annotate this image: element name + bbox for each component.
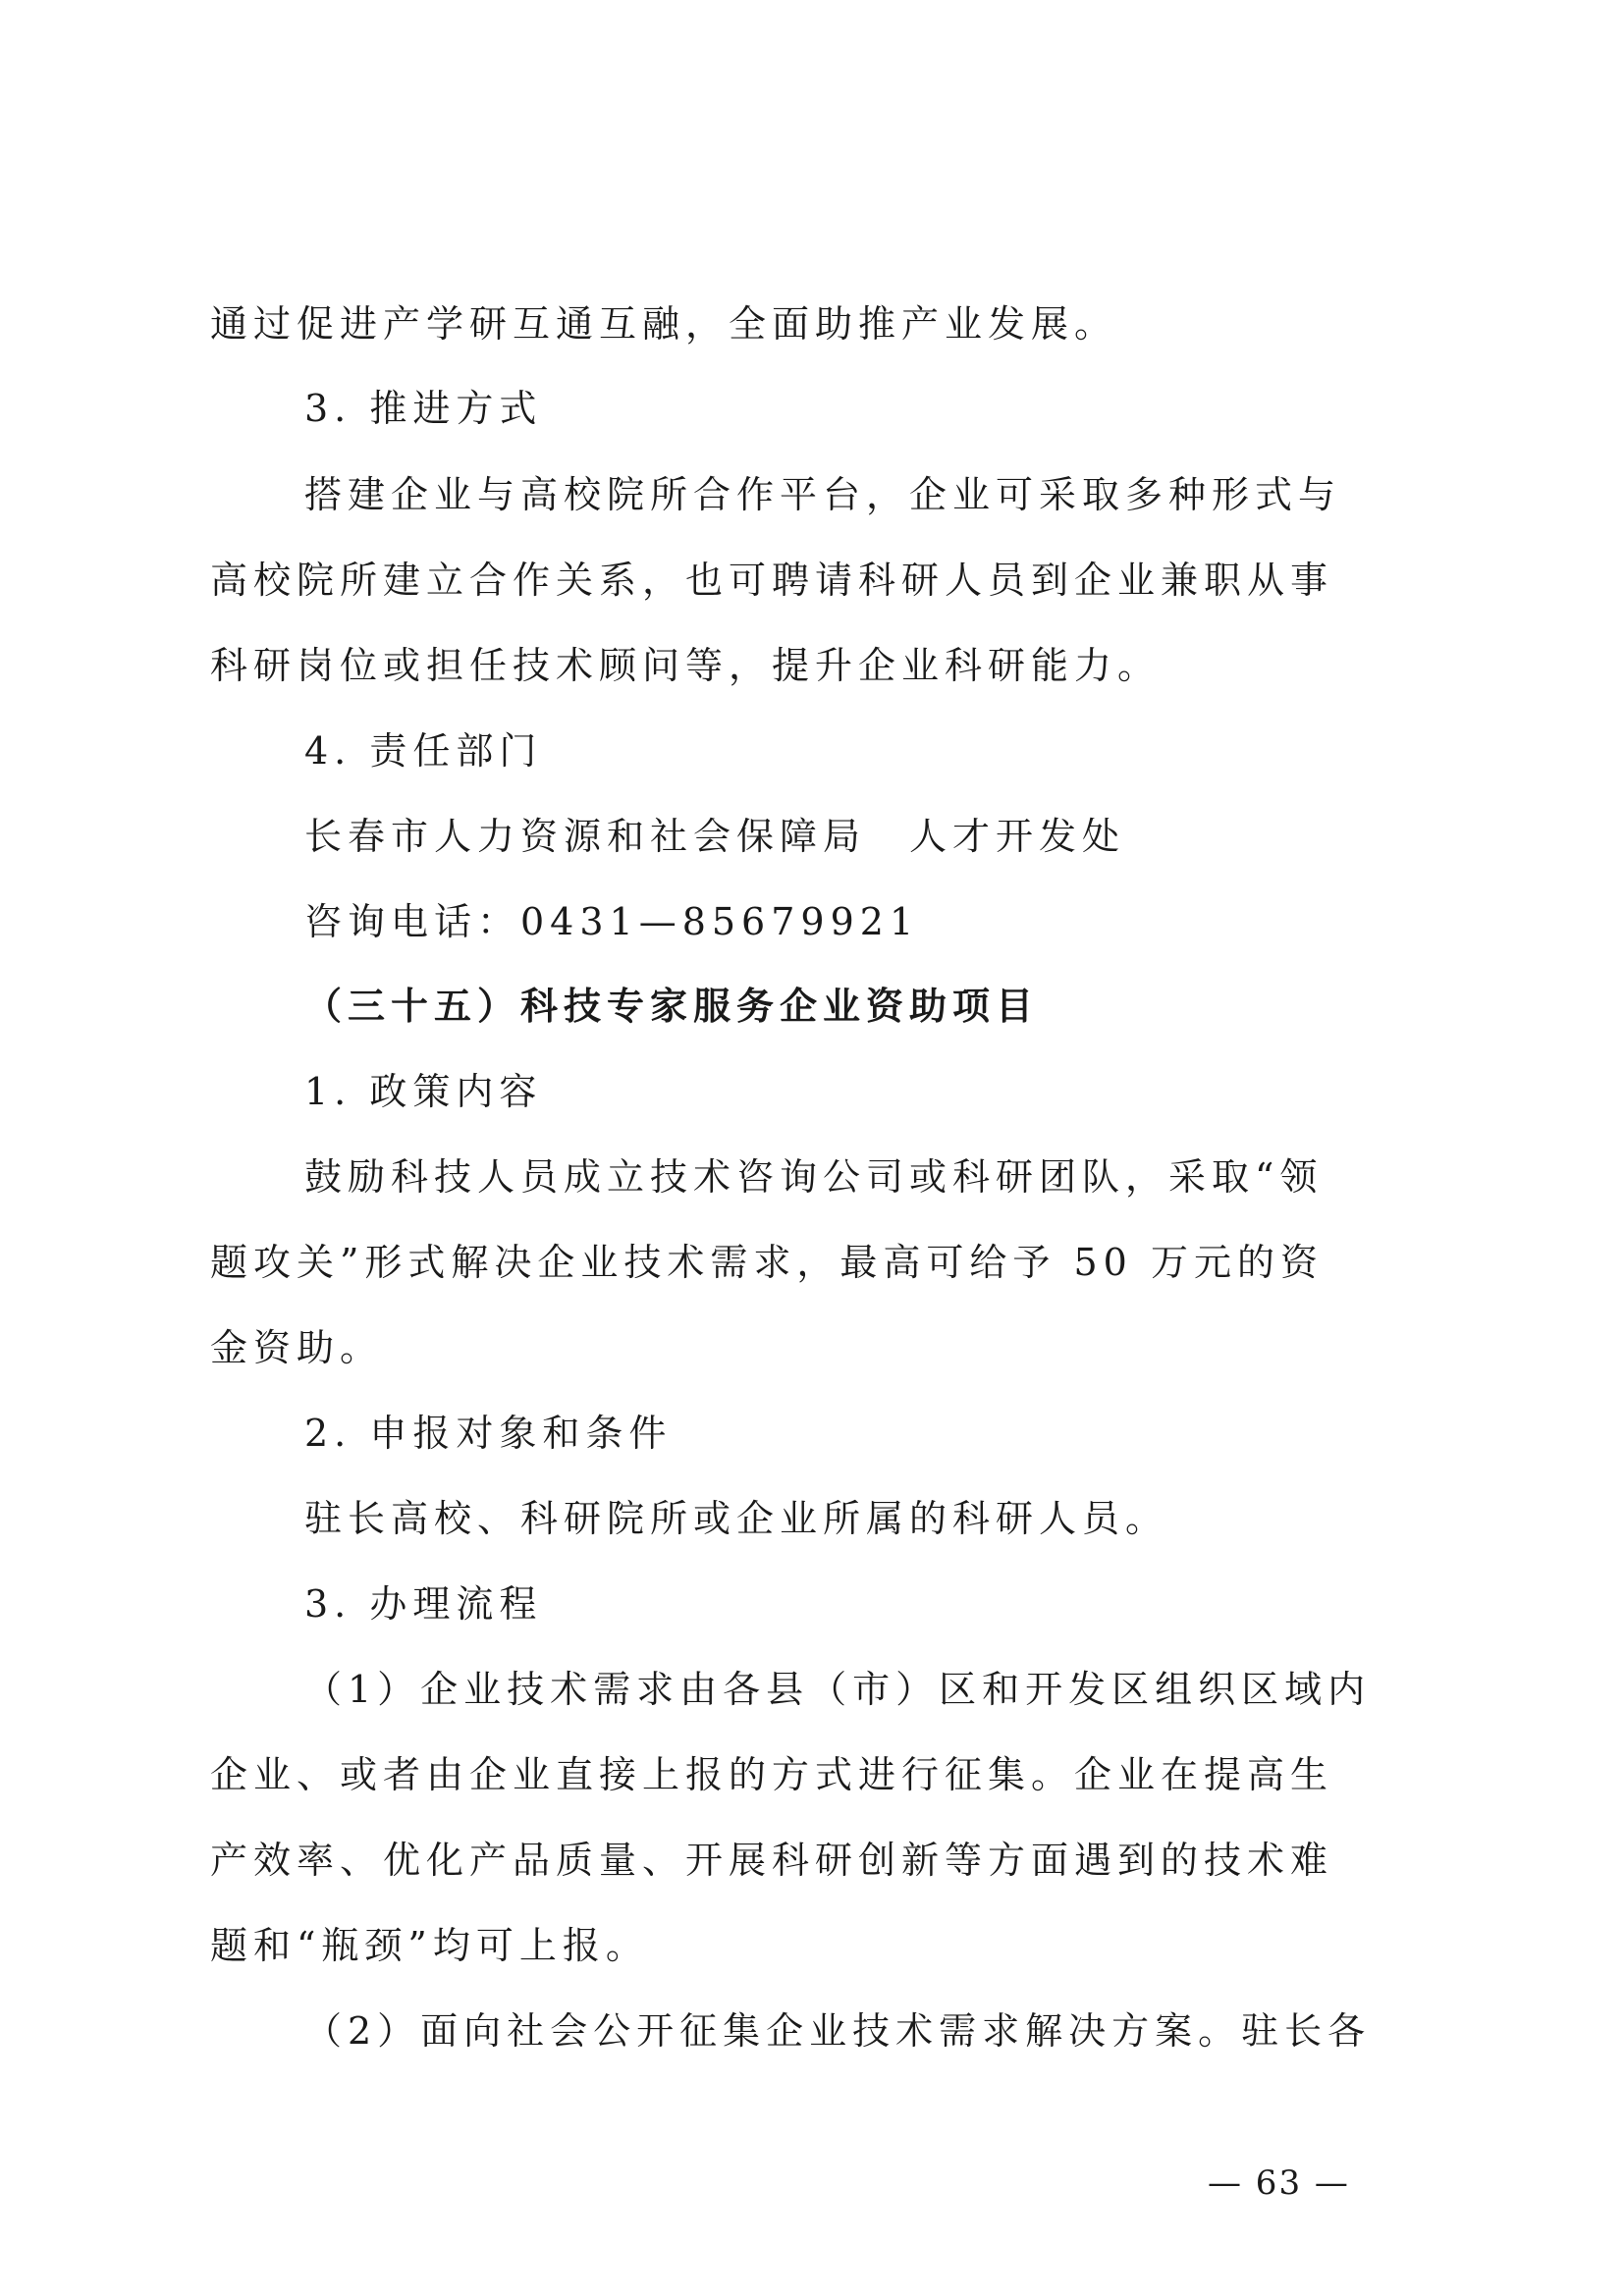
body-text-line: 科研岗位或担任技术顾问等，提升企业科研能力。: [210, 644, 1162, 687]
body-text-line: 鼓励科技人员成立技术咨询公司或科研团队，采取“领: [304, 1155, 1324, 1199]
body-text-line: 产效率、优化产品质量、开展科研创新等方面遇到的技术难: [210, 1839, 1334, 1882]
body-text-line: 题和“瓶颈”均可上报。: [210, 1924, 649, 1967]
body-text-line: 搭建企业与高校院所合作平台，企业可采取多种形式与: [304, 473, 1342, 516]
body-text-line: （1）企业技术需求由各县（市）区和开发区组织区域内: [304, 1668, 1372, 1711]
department-name: 长春市人力资源和社会保障局 人才开发处: [304, 815, 1126, 858]
page-number: — 63 —: [1208, 2163, 1350, 2203]
body-text-line: 企业、或者由企业直接上报的方式进行征集。企业在提高生: [210, 1753, 1334, 1796]
body-text-line: 通过促进产学研互通互融，全面助推产业发展。: [210, 302, 1118, 346]
section-heading: 1. 政策内容: [304, 1070, 543, 1113]
body-text-line: 驻长高校、科研院所或企业所属的科研人员。: [304, 1497, 1169, 1540]
section-heading: 3. 推进方式: [304, 387, 543, 430]
section-heading: 4. 责任部门: [304, 729, 543, 773]
body-text-line: 题攻关”形式解决企业技术需求，最高可给予 50 万元的资: [210, 1241, 1324, 1284]
body-text-line: 金资助。: [210, 1326, 384, 1369]
project-title: （三十五）科技专家服务企业资助项目: [304, 984, 1040, 1028]
section-heading: 3. 办理流程: [304, 1582, 543, 1626]
contact-phone: 咨询电话：0431—85679921: [304, 900, 920, 943]
body-text-line: 高校院所建立合作关系，也可聘请科研人员到企业兼职从事: [210, 559, 1334, 602]
section-heading: 2. 申报对象和条件: [304, 1412, 673, 1455]
body-text-line: （2）面向社会公开征集企业技术需求解决方案。驻长各: [304, 2009, 1372, 2053]
